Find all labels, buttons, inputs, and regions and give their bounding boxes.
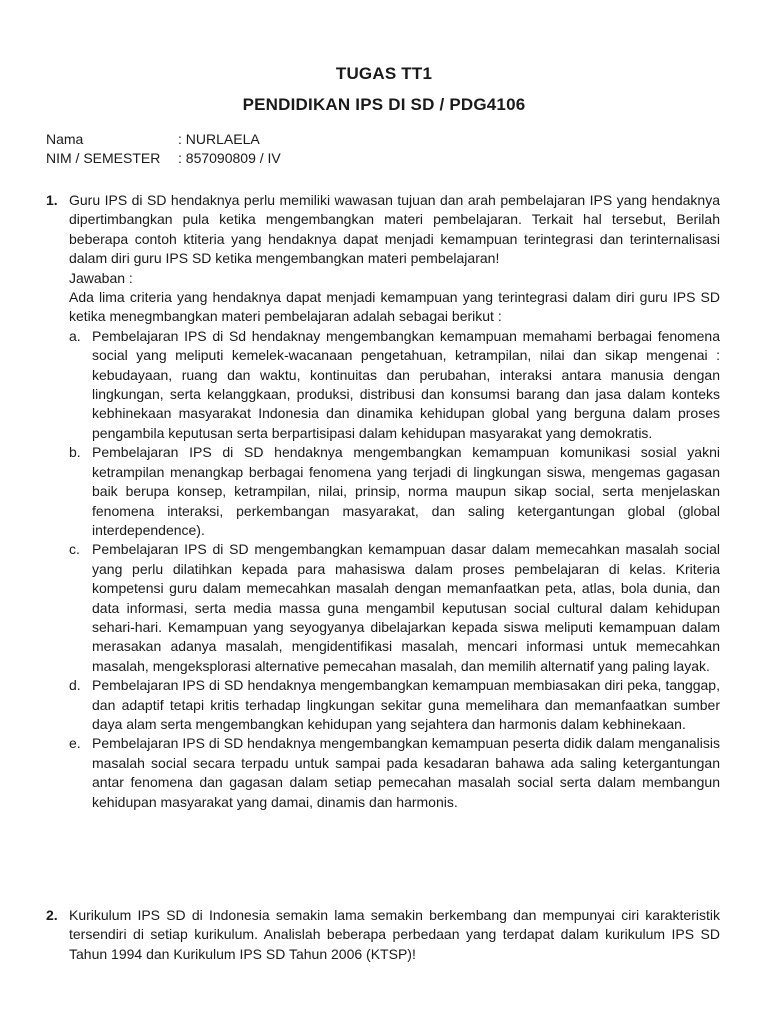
question-2 xyxy=(46,906,720,964)
list-item xyxy=(69,676,720,734)
answer-label: Jawaban : xyxy=(69,269,133,286)
list-item-text: Pembelajaran IPS di SD hendaknya mengembangkan kemampuan membiasakan diri peka, tanggap, dan adaptif tetapi kritis terhadap lingkungan sekitar guna memelihara dan memanfaatkan sumber daya alam serta mengembangkan kehidupan yang sejahtera dan harmonis dalam kebhinekaan. xyxy=(92,677,720,732)
question-1-number: 1. xyxy=(46,192,58,208)
answer-list xyxy=(69,327,720,812)
list-item-label: d. xyxy=(69,677,81,694)
nim-label: NIM / SEMESTER xyxy=(46,150,161,166)
student-info xyxy=(46,130,281,168)
name-label: Nama xyxy=(46,131,84,147)
list-item xyxy=(69,327,720,443)
list-item-text: Pembelajaran IPS di SD hendaknya mengembangkan kemampuan peserta didik dalam menganalisis masalah social secara terpadu untuk sampai pada kesadaran bahawa ada saling ketergantungan antar fenomena dan gagasan dalam setiap pemecahan masalah social serta dalam membangun kehidupan masyarakat yang damai, dinamis dan harmonis. xyxy=(92,735,720,810)
list-item-text: Pembelajaran IPS di SD mengembangkan kemampuan dasar dalam memecahkan masalah social yang perlu dilatihkan kepada para mahasiswa dalam proses pembelajaran di kelas. Kriteria kompetensi guru dalam memecahkan masalah dengan memanfaatkan peta, atlas, bola dunia, dan data informasi, serta media massa guna mengambil keputusan social cultural dalam kehidupan sehari-hari. Kemampuan yang seyogyanya dibelajarkan kepada siswa meliputi kemampuan dalam merasakan adanya masalah, mengidentifikasi masalah, mencari informasi untuk memecahkan masalah, mengeksplorasi alternative pemecahan masalah, dan memilih alternatif yang paling layak. xyxy=(92,541,720,674)
list-item-text: Pembelajaran IPS di Sd hendaknay mengembangkan kemampuan memahami berbagai fenomena social yang meliputi kemelek-wacanaan pengetahuan, ketrampilan, nilai dan sikap mengenai : kebudayaan, ruang dan waktu, kontinuitas dan perubahan, interaksi antara manusia dengan lingkungan, serta kelanggkaan, produksi, distribusi dan konsumsi barang dan jasa dalam konteks kebhinekaan masyarakat Indonesia dan dinamika kehidupan global yang berguna dalam proses pengambila keputusan serta berpartisipasi dalam kehidupan masyarakat yang demokratis. xyxy=(92,327,720,441)
list-item-text: Pembelajaran IPS di SD hendaknya mengembangkan kemampuan komunikasi sosial yakni ketrampilan menangkap berbagai fenomena yang terjadi di lingkungan siswa, mengemas gagasan baik berupa konsep, ketrampilan, nilai, prinsip, norma maupun sikap social, serta menjelaskan fenomena interaksi, perkembangan masyarakat, dan saling ketergantungan global (global interdependence). xyxy=(92,444,720,538)
document-title: TUGAS TT1 xyxy=(335,64,433,83)
answer-intro: Ada lima criteria yang hendaknya dapat menjadi kemampuan yang terintegrasi dalam diri guru IPS SD ketika menegmbangkan materi pembelajaran adalah sebagai berikut : xyxy=(69,289,720,325)
list-item xyxy=(69,734,720,812)
list-item-label: a. xyxy=(69,327,81,344)
question-2-number: 2. xyxy=(46,907,58,923)
nim-value: : 857090809 / IV xyxy=(178,150,281,166)
document-subtitle: PENDIDIKAN IPS DI SD / PDG4106 xyxy=(242,95,526,114)
list-item-label: e. xyxy=(69,735,81,752)
question-1 xyxy=(46,191,720,812)
nim-row xyxy=(46,149,281,168)
name-value: : NURLAELA xyxy=(178,131,260,147)
list-item-label: b. xyxy=(69,444,81,461)
list-item-label: c. xyxy=(69,541,80,558)
list-item xyxy=(69,443,720,540)
question-2-text: Kurikulum IPS SD di Indonesia semakin lama semakin berkembang dan mempunyai ciri karakteristik tersendiri di setiap kurikulum. Analislah beberapa perbedaan yang terdapat dalam kurikulum IPS SD Tahun 1994 dan Kurikulum IPS SD Tahun 2006 (KTSP)! xyxy=(69,907,720,962)
question-1-text: Guru IPS di SD hendaknya perlu memiliki wawasan tujuan dan arah pembelajaran IPS yang hendaknya dipertimbangkan pula ketika mengembangkan materi pembelajaran. Terkait hal tersebut, Berilah beberapa contoh ktiteria yang hendaknya dapat menjadi kemampuan terintegrasi dan terinternalisasi dalam diri guru IPS SD ketika mengembangkan materi pembelajaran! xyxy=(69,192,720,267)
list-item xyxy=(69,540,720,676)
name-row xyxy=(46,130,281,149)
